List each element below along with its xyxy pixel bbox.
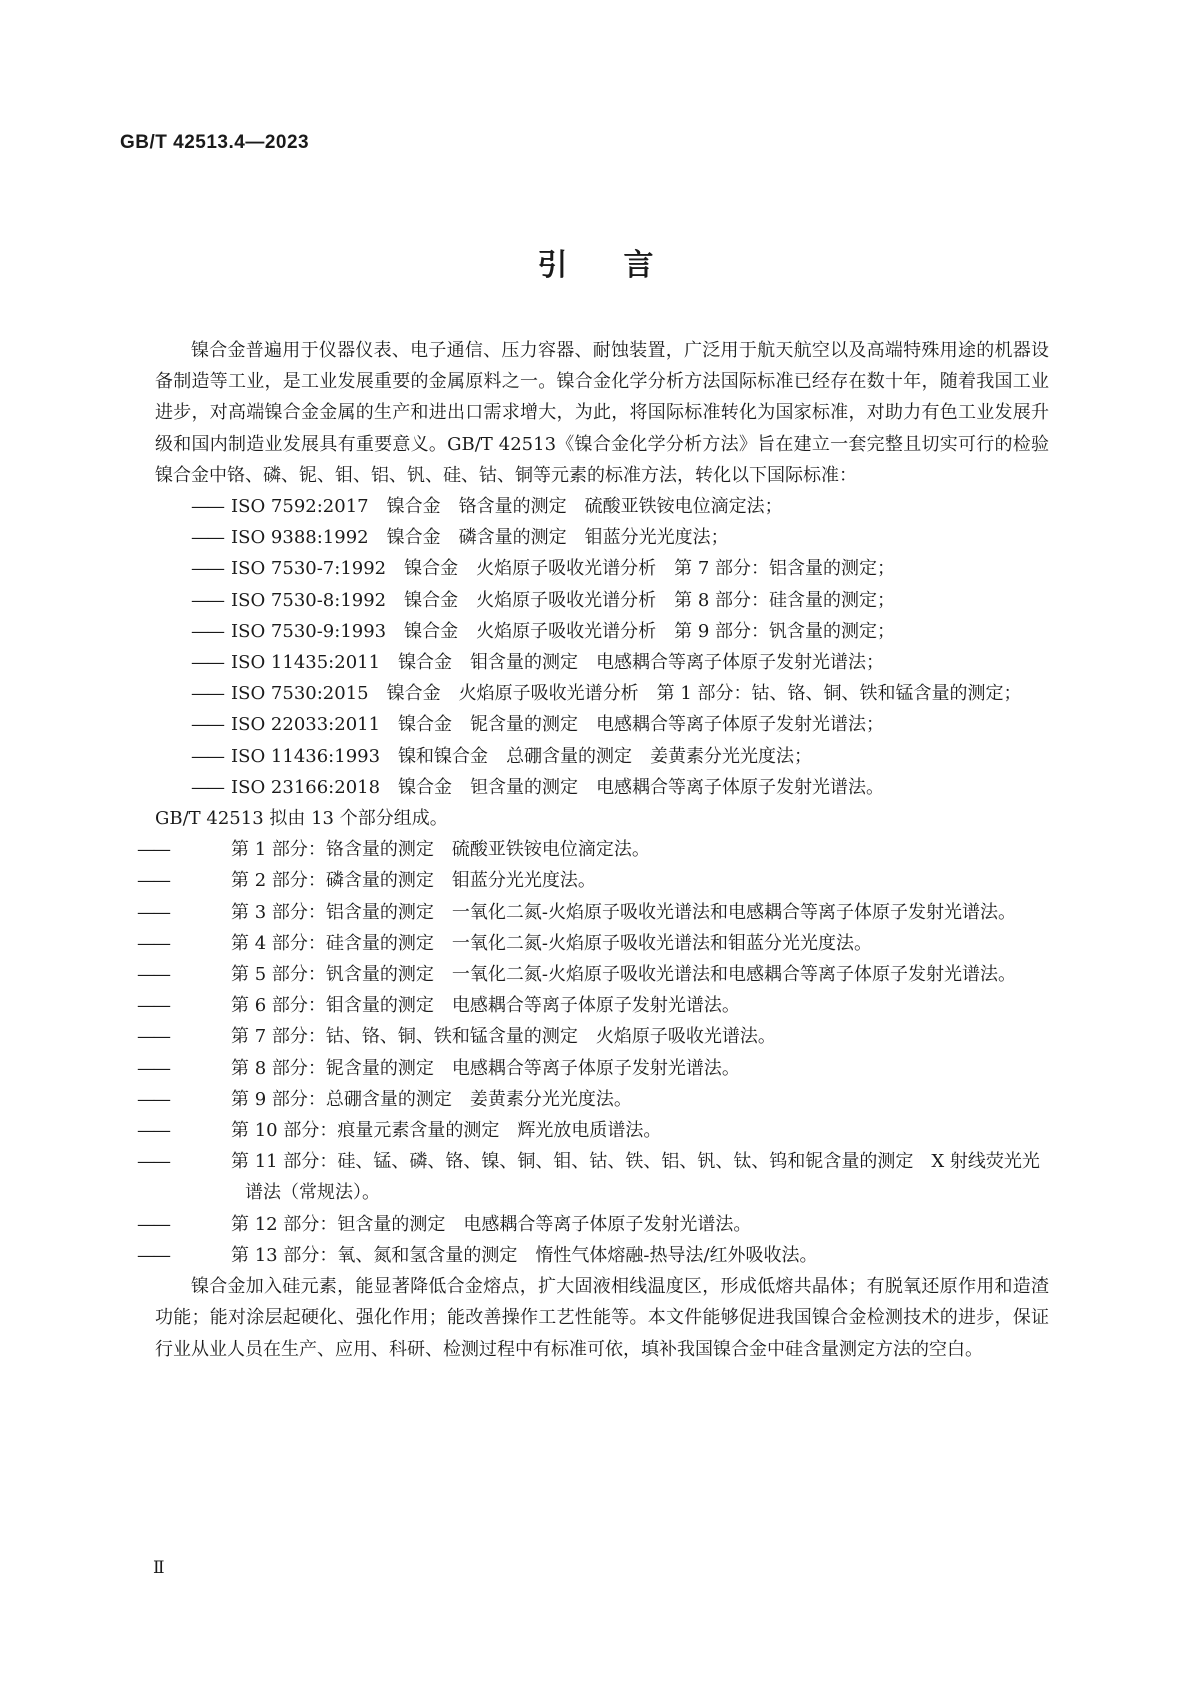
parts-list bbox=[137, 834, 1049, 1271]
iso-title-part: 铬含量的测定 bbox=[458, 496, 567, 518]
closing-paragraph: 镍合金加入硅元素，能显著降低合金熔点，扩大固液相线温度区，形成低熔共晶体；有脱氧还原作用和造渣功能；能对涂层起硬化、强化作用；能改善操作工艺性能等。本文件能够促进我国镍合金检测技术的进步，保证行业从业人员在生产、应用、科研、检测过程中有标准可依，填补我国镍合金中硅含量测定方法的空白。 bbox=[155, 1276, 1049, 1360]
part-label: 第 6 部分：钼含量的测定 bbox=[231, 995, 434, 1017]
dash-mark: —— bbox=[137, 1244, 169, 1266]
iso-title-part: 镍合金 bbox=[404, 558, 459, 580]
iso-title-part: 钽含量的测定 bbox=[470, 776, 579, 798]
iso-standard-item bbox=[155, 678, 1049, 709]
iso-title-part: 电感耦合等离子体原子发射光谱法； bbox=[596, 714, 885, 736]
iso-code: ISO 9388:1992 bbox=[231, 527, 369, 549]
part-method: 惰性气体熔融-热导法/红外吸收法。 bbox=[535, 1244, 818, 1266]
iso-code: ISO 7592:2017 bbox=[231, 496, 369, 518]
part-label: 第 4 部分：硅含量的测定 bbox=[231, 932, 434, 954]
part-item bbox=[137, 1053, 1049, 1084]
iso-title-part: 镍合金 bbox=[398, 652, 453, 674]
dash-mark: —— bbox=[137, 839, 169, 861]
iso-code: ISO 7530:2015 bbox=[231, 683, 369, 705]
iso-title-part: 镍合金 bbox=[404, 589, 459, 611]
iso-title-part: 电感耦合等离子体原子发射光谱法。 bbox=[596, 776, 885, 798]
iso-title-part: 火焰原子吸收光谱分析 bbox=[476, 558, 657, 580]
part-item bbox=[137, 1146, 1049, 1208]
iso-title-part: 姜黄素分光光度法； bbox=[650, 745, 813, 767]
intro-paragraph: 镍合金普遍用于仪器仪表、电子通信、压力容器、耐蚀装置，广泛用于航天航空以及高端特殊用途的机器设备制造等工业，是工业发展重要的金属原料之一。镍合金化学分析方法国际标准已经存在数十年，随着我国工业进步，对高端镍合金金属的生产和进出口需求增大，为此，将国际标准转化为国家标准，对助力有色工业发展升级和国内制造业发展具有重要意义。GB/T 42513《镍合金化学分析方法》旨在建立一套完整且切实可行的检验镍合金中铬、磷、铌、钼、铝、钒、硅、钴、铜等元素的标准方法，转化以下国际标准： bbox=[155, 340, 1049, 486]
iso-title-part: 镍合金 bbox=[386, 527, 441, 549]
iso-title-part: 第 8 部分：硅含量的测定； bbox=[674, 589, 896, 611]
part-method: X 射线荧光光谱法（常规法）。 bbox=[245, 1151, 1040, 1204]
part-method: 电感耦合等离子体原子发射光谱法。 bbox=[451, 1057, 740, 1079]
part-method: 电感耦合等离子体原子发射光谱法。 bbox=[463, 1213, 752, 1235]
part-item bbox=[137, 897, 1049, 928]
iso-standard-item bbox=[155, 772, 1049, 803]
iso-title-part: 第 9 部分：钒含量的测定； bbox=[674, 620, 896, 642]
iso-code: ISO 23166:2018 bbox=[231, 776, 381, 798]
part-item bbox=[137, 959, 1049, 990]
dash-mark: —— bbox=[191, 745, 223, 767]
iso-title-part: 镍合金 bbox=[398, 714, 453, 736]
part-label: 第 9 部分：总硼含量的测定 bbox=[231, 1088, 452, 1110]
iso-title-part: 第 1 部分：钴、铬、铜、铁和锰含量的测定； bbox=[656, 683, 1022, 705]
iso-title-part: 总硼含量的测定 bbox=[506, 745, 633, 767]
iso-standard-item bbox=[155, 616, 1049, 647]
part-method: 姜黄素分光光度法。 bbox=[469, 1088, 632, 1110]
iso-code: ISO 7530-9:1993 bbox=[231, 620, 387, 642]
dash-mark: —— bbox=[191, 776, 223, 798]
dash-mark: —— bbox=[137, 964, 169, 986]
part-item bbox=[137, 990, 1049, 1021]
iso-standard-item bbox=[155, 647, 1049, 678]
iso-code: ISO 22033:2011 bbox=[231, 714, 381, 736]
part-label: 第 12 部分：钽含量的测定 bbox=[231, 1213, 446, 1235]
iso-standard-item bbox=[155, 522, 1049, 553]
iso-code: ISO 11436:1993 bbox=[231, 745, 381, 767]
part-item bbox=[137, 865, 1049, 896]
dash-mark: —— bbox=[137, 1026, 169, 1048]
dash-mark: —— bbox=[191, 589, 223, 611]
part-method: 一氧化二氮-火焰原子吸收光谱法和电感耦合等离子体原子发射光谱法。 bbox=[451, 901, 1016, 923]
iso-title-part: 火焰原子吸收光谱分析 bbox=[458, 683, 639, 705]
page-number: Ⅱ bbox=[153, 1558, 165, 1578]
iso-title-part: 铌含量的测定 bbox=[470, 714, 579, 736]
dash-mark: —— bbox=[191, 527, 223, 549]
part-label: 第 8 部分：铌含量的测定 bbox=[231, 1057, 434, 1079]
part-method: 辉光放电质谱法。 bbox=[517, 1120, 662, 1142]
part-item bbox=[137, 834, 1049, 865]
iso-standards-list bbox=[155, 491, 1049, 803]
document-code: GB/T 42513.4—2023 bbox=[120, 132, 310, 153]
iso-title-part: 钼蓝分光光度法； bbox=[584, 527, 729, 549]
part-label: 第 11 部分：硅、锰、磷、铬、镍、铜、钼、钴、铁、铝、钒、钛、钨和铌含量的测定 bbox=[231, 1151, 914, 1173]
iso-title-part: 火焰原子吸收光谱分析 bbox=[476, 589, 657, 611]
part-method: 一氧化二氮-火焰原子吸收光谱法和钼蓝分光光度法。 bbox=[451, 932, 872, 954]
dash-mark: —— bbox=[137, 1088, 169, 1110]
iso-title-part: 磷含量的测定 bbox=[458, 527, 567, 549]
part-method: 钼蓝分光光度法。 bbox=[451, 870, 596, 892]
part-label: 第 5 部分：钒含量的测定 bbox=[231, 964, 434, 986]
dash-mark: —— bbox=[137, 932, 169, 954]
part-label: 第 13 部分：氧、氮和氢含量的测定 bbox=[231, 1244, 518, 1266]
dash-mark: —— bbox=[191, 652, 223, 674]
iso-standard-item bbox=[155, 553, 1049, 584]
dash-mark: —— bbox=[191, 558, 223, 580]
title-char-1: 引 bbox=[537, 248, 568, 283]
document-body bbox=[137, 335, 1049, 1365]
iso-title-part: 火焰原子吸收光谱分析 bbox=[476, 620, 657, 642]
dash-mark: —— bbox=[137, 870, 169, 892]
iso-code: ISO 11435:2011 bbox=[231, 652, 381, 674]
dash-mark: —— bbox=[137, 901, 169, 923]
iso-title-part: 硫酸亚铁铵电位滴定法； bbox=[584, 496, 783, 518]
part-method: 火焰原子吸收光谱法。 bbox=[595, 1026, 776, 1048]
iso-title-part: 镍合金 bbox=[404, 620, 459, 642]
part-method: 一氧化二氮-火焰原子吸收光谱法和电感耦合等离子体原子发射光谱法。 bbox=[451, 964, 1016, 986]
parts-intro: GB/T 42513 拟由 13 个部分组成。 bbox=[155, 808, 448, 830]
part-item bbox=[137, 1209, 1049, 1240]
iso-title-part: 镍合金 bbox=[386, 496, 441, 518]
iso-title-part: 电感耦合等离子体原子发射光谱法； bbox=[596, 652, 885, 674]
iso-code: ISO 7530-7:1992 bbox=[231, 558, 387, 580]
part-label: 第 10 部分：痕量元素含量的测定 bbox=[231, 1120, 500, 1142]
iso-title-part: 第 7 部分：铝含量的测定； bbox=[674, 558, 896, 580]
part-item bbox=[137, 1084, 1049, 1115]
part-method: 电感耦合等离子体原子发射光谱法。 bbox=[451, 995, 740, 1017]
dash-mark: —— bbox=[191, 714, 223, 736]
part-item bbox=[137, 1115, 1049, 1146]
part-method: 硫酸亚铁铵电位滴定法。 bbox=[451, 839, 650, 861]
dash-mark: —— bbox=[191, 620, 223, 642]
iso-title-part: 镍合金 bbox=[386, 683, 441, 705]
part-item bbox=[137, 1021, 1049, 1052]
dash-mark: —— bbox=[137, 1213, 169, 1235]
iso-title-part: 镍和镍合金 bbox=[398, 745, 489, 767]
iso-standard-item bbox=[155, 709, 1049, 740]
part-label: 第 7 部分：钴、铬、铜、铁和锰含量的测定 bbox=[231, 1026, 578, 1048]
part-label: 第 3 部分：铝含量的测定 bbox=[231, 901, 434, 923]
dash-mark: —— bbox=[191, 683, 223, 705]
title-char-2: 言 bbox=[623, 248, 654, 283]
iso-title-part: 镍合金 bbox=[398, 776, 453, 798]
part-label: 第 1 部分：铬含量的测定 bbox=[231, 839, 434, 861]
part-item bbox=[137, 928, 1049, 959]
dash-mark: —— bbox=[137, 995, 169, 1017]
part-label: 第 2 部分：磷含量的测定 bbox=[231, 870, 434, 892]
iso-standard-item bbox=[155, 491, 1049, 522]
section-title bbox=[0, 240, 1191, 284]
iso-standard-item bbox=[155, 741, 1049, 772]
dash-mark: —— bbox=[191, 496, 223, 518]
dash-mark: —— bbox=[137, 1151, 169, 1173]
part-item bbox=[137, 1240, 1049, 1271]
dash-mark: —— bbox=[137, 1120, 169, 1142]
iso-standard-item bbox=[155, 585, 1049, 616]
dash-mark: —— bbox=[137, 1057, 169, 1079]
iso-code: ISO 7530-8:1992 bbox=[231, 589, 387, 611]
iso-title-part: 钼含量的测定 bbox=[470, 652, 579, 674]
